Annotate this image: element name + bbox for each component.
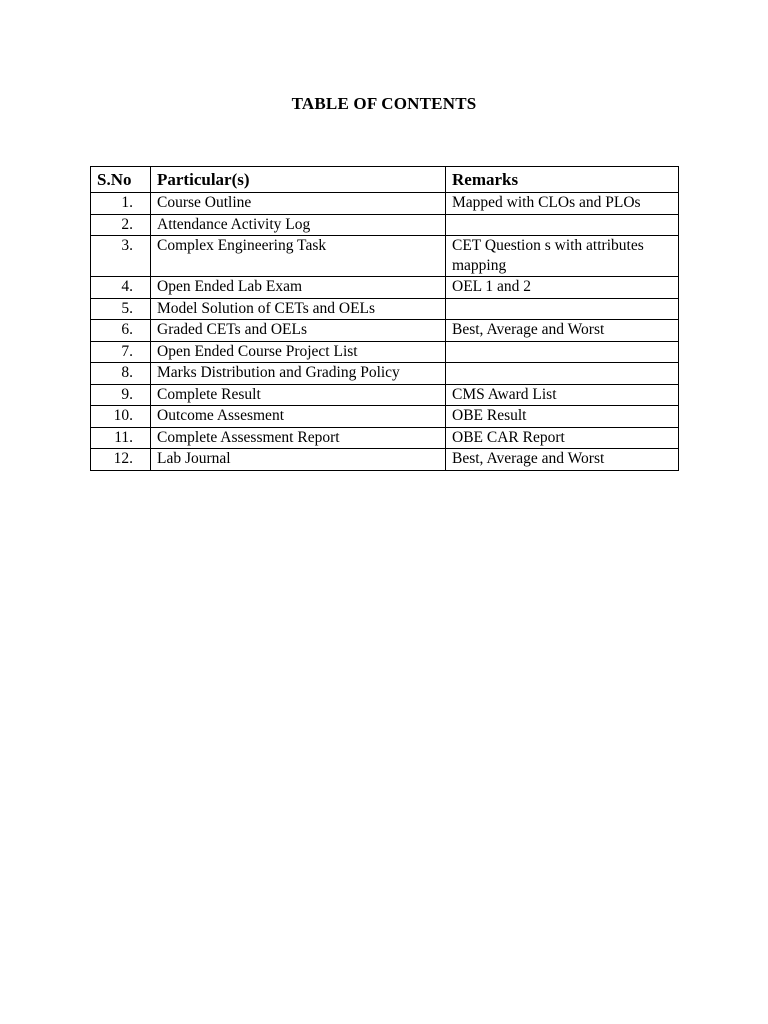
row-sno: 2. <box>91 214 151 236</box>
row-remarks: CET Question s with attributes mapping <box>446 236 679 277</box>
row-particular: Open Ended Lab Exam <box>151 277 446 299</box>
row-particular: Outcome Assesment <box>151 406 446 428</box>
row-particular: Marks Distribution and Grading Policy <box>151 363 446 385</box>
row-sno: 9. <box>91 384 151 406</box>
row-sno: 7. <box>91 341 151 363</box>
row-remarks <box>446 298 679 320</box>
row-particular: Course Outline <box>151 193 446 215</box>
row-particular: Attendance Activity Log <box>151 214 446 236</box>
contents-table <box>90 166 679 471</box>
table-row <box>91 320 679 342</box>
row-remarks <box>446 363 679 385</box>
row-particular: Model Solution of CETs and OELs <box>151 298 446 320</box>
row-particular: Complete Result <box>151 384 446 406</box>
row-remarks: OEL 1 and 2 <box>446 277 679 299</box>
row-sno: 3. <box>91 236 151 277</box>
row-particular: Graded CETs and OELs <box>151 320 446 342</box>
row-remarks <box>446 341 679 363</box>
row-particular: Complex Engineering Task <box>151 236 446 277</box>
row-remarks: OBE Result <box>446 406 679 428</box>
table-row <box>91 427 679 449</box>
row-sno: 6. <box>91 320 151 342</box>
table-row <box>91 193 679 215</box>
row-remarks: OBE CAR Report <box>446 427 679 449</box>
row-sno: 4. <box>91 277 151 299</box>
table-row <box>91 341 679 363</box>
header-particulars: Particular(s) <box>151 167 446 193</box>
row-sno: 11. <box>91 427 151 449</box>
page-title: TABLE OF CONTENTS <box>291 94 477 113</box>
row-sno: 12. <box>91 449 151 471</box>
table-row <box>91 449 679 471</box>
row-remarks: Best, Average and Worst <box>446 320 679 342</box>
table-row <box>91 363 679 385</box>
table-row <box>91 236 679 277</box>
row-sno: 5. <box>91 298 151 320</box>
table-row <box>91 298 679 320</box>
header-sno: S.No <box>91 167 151 193</box>
row-sno: 8. <box>91 363 151 385</box>
table-row <box>91 214 679 236</box>
row-particular: Lab Journal <box>151 449 446 471</box>
row-sno: 1. <box>91 193 151 215</box>
table-header-row <box>91 167 679 193</box>
table-row <box>91 277 679 299</box>
row-remarks <box>446 214 679 236</box>
table-row <box>91 384 679 406</box>
row-remarks: CMS Award List <box>446 384 679 406</box>
row-remarks: Mapped with CLOs and PLOs <box>446 193 679 215</box>
header-remarks: Remarks <box>446 167 679 193</box>
row-remarks: Best, Average and Worst <box>446 449 679 471</box>
row-particular: Open Ended Course Project List <box>151 341 446 363</box>
row-particular: Complete Assessment Report <box>151 427 446 449</box>
table-row <box>91 406 679 428</box>
row-sno: 10. <box>91 406 151 428</box>
